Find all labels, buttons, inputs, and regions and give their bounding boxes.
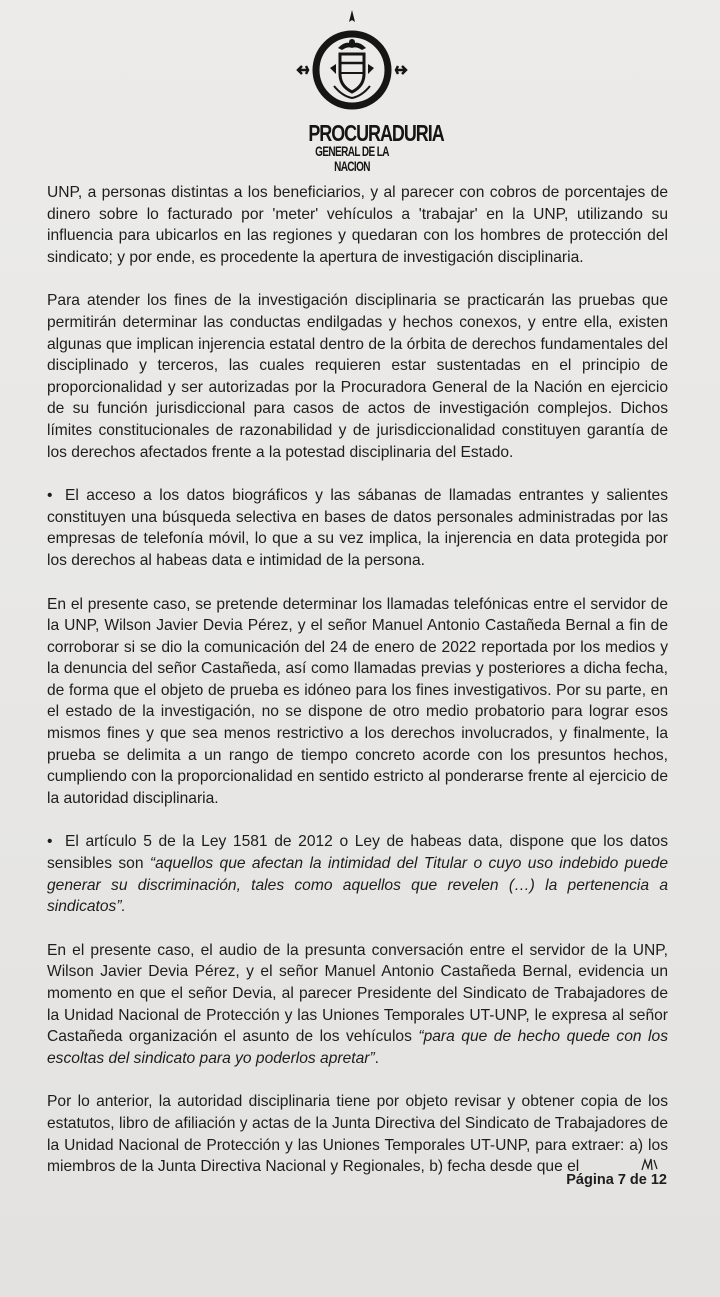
logo-title: PROCURADURIA bbox=[308, 120, 444, 146]
paragraph-7: Por lo anterior, la autoridad disciplinaria tiene por objeto revisar y obtener copia de los estatutos, libro de afiliación y actas de la Junta Directiva del Sindicato de Trabajadores de la Unidad Nacional de Protección y las Uniones Temporales UT-UNP, para extraer: a) los miembros de la Junta Directiva Nacional y Regionales, b) fecha desde que el bbox=[47, 1093, 668, 1176]
paragraph-2: Para atender los fines de la investigación disciplinaria se practicarán las pruebas que permitirán determinar las conductas endilgadas y hechos conexos, y entre ella, existen algunas que implican injerencia estatal dentro de la órbita de derechos fundamentales del disciplinado y terceros, las cuales requieren estar sustentadas en el principio de proporcionalidad y ser autorizadas por la Procuradora General de la Nación en ejercicio de su función jurisdiccional para casos de actos de investigación complejos. Dichos límites constitucionales de razonabilidad y de jurisdiccionalidad constituyen garantía de los derechos afectados frente a la potestad disciplinaria del Estado. bbox=[47, 292, 668, 461]
procuraduria-logo bbox=[296, 8, 444, 174]
page-number: Página 7 de 12 bbox=[566, 1172, 667, 1188]
bullet-paragraph-1 bbox=[47, 485, 668, 571]
paragraph-1: UNP, a personas distintas a los beneficiarios, y al parecer con cobros de porcentajes de dinero sobre lo facturado por 'meter' vehículos a 'trabajar' en la UNP, utilizando su influencia para ubicarlos en las regiones y quedaran con los hombres de protección del sindicato; y por ende, es procedente la apertura de investigación disciplinaria. bbox=[47, 184, 668, 266]
handwritten-initials bbox=[640, 1156, 660, 1172]
paragraph-6-end: . bbox=[374, 1049, 379, 1067]
paragraph-3-text: El acceso a los datos biográficos y las sábanas de llamadas entrantes y salientes constituyen una búsqueda selectiva en bases de datos personales administradas por las empresas de telefonía móvil, lo que a su vez implica, la injerencia en data protegida por los derechos al habeas data e intimidad de la persona. bbox=[47, 487, 668, 569]
bullet-paragraph-2 bbox=[47, 831, 668, 917]
paragraph-6 bbox=[47, 940, 668, 1070]
bullet-icon: • bbox=[47, 833, 53, 851]
coat-of-arms-emblem bbox=[296, 8, 408, 120]
document-body bbox=[47, 182, 668, 1200]
paragraph-5-text: El artículo 5 de la Ley 1581 de 2012 o Ley de habeas data, dispone que los datos sensibles son bbox=[47, 833, 668, 873]
paragraph-6-quote: “para que de hecho quede con los escoltas del sindicato para yo poderlos apretar” bbox=[47, 1028, 668, 1067]
paragraph-6-text: En el presente caso, el audio de la presunta conversación entre el servidor de la UNP, Wilson Javier Devia Pérez, y el señor Manuel Antonio Castañeda Bernal, evidencia un momento en que el señor Devia, al parecer Presidente del Sindicato de Trabajadores de la Unidad Nacional de Protección y las Uniones Temporales UT-UNP, le expresa al señor Castañeda organización el asunto de los vehículos bbox=[47, 941, 668, 1046]
bullet-icon: • bbox=[47, 487, 53, 505]
logo-subtitle: GENERAL DE LA NACION bbox=[315, 144, 389, 174]
paragraph-4: En el presente caso, se pretende determinar los llamadas telefónicas entre el servidor de la UNP, Wilson Javier Devia Pérez, y el señor Manuel Antonio Castañeda Bernal a fin de corroborar si se dio la comunicación del 24 de enero de 2022 reportada por los medios y la denuncia del señor Castañeda, así como llamadas previas y posteriores a dicha fecha, de forma que el objeto de prueba es idóneo para los fines investigativos. Por su parte, en el estado de la investigación, no se dispone de otro medio probatorio para lograr esos mismos fines y que sea menos restrictivo a los derechos involucrados, y finalmente, la prueba se delimita a un rango de tiempo concreto acorde con los presuntos hechos, cumpliendo con la proporcionalidad en sentido estricto al ponderarse frente al ejercicio de la autoridad disciplinaria. bbox=[47, 595, 668, 807]
paragraph-5-quote: “aquellos que afectan la intimidad del Titular o cuyo uso indebido puede generar su discriminación, tales como aquellos que revelen (…) la pertenencia a sindicatos”. bbox=[47, 855, 668, 916]
